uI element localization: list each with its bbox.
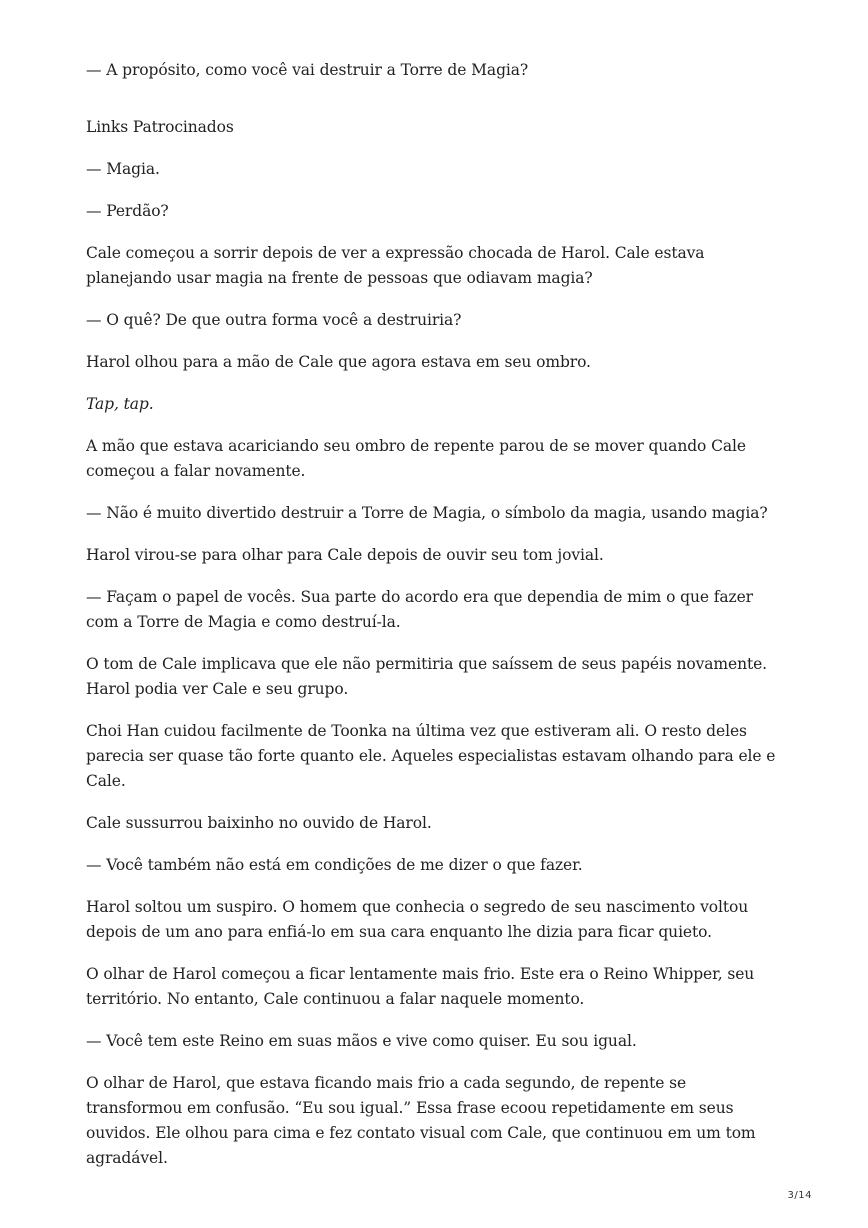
paragraph: — Perdão?: [86, 202, 169, 220]
paragraph: — Não é muito divertido destruir a Torre de Magia, o símbolo da magia, usando magia?: [86, 504, 768, 522]
page-number: 3/14: [787, 1190, 812, 1201]
paragraph: Harol soltou um suspiro. O homem que conhecia o segredo de seu nascimento voltou depois de um ano para enfiá-lo em sua cara enquanto lhe dizia para ficar quieto.: [86, 898, 749, 941]
paragraph: Harol virou-se para olhar para Cale depois de ouvir seu tom jovial.: [86, 546, 604, 564]
paragraph: — Você tem este Reino em suas mãos e vive como quiser. Eu sou igual.: [86, 1032, 637, 1050]
paragraph: O olhar de Harol começou a ficar lentamente mais frio. Este era o Reino Whipper, seu território. No entanto, Cale continuou a falar naquele momento.: [86, 965, 755, 1008]
paragraph: — O quê? De que outra forma você a destruiria?: [86, 311, 462, 329]
paragraph-italic: Tap, tap.: [86, 395, 154, 413]
paragraph: O olhar de Harol, que estava ficando mais frio a cada segundo, de repente se transformou em confusão. “Eu sou igual.” Essa frase ecoou repetidamente em seus ouvidos. Ele olhou para cima e fez contato visual com Cale, que continuou em um tom agradável.: [86, 1074, 756, 1167]
document-body: [86, 58, 786, 1188]
paragraph: A mão que estava acariciando seu ombro de repente parou de se mover quando Cale começou a falar novamente.: [86, 437, 746, 480]
paragraph: — Façam o papel de vocês. Sua parte do acordo era que dependia de mim o que fazer com a Torre de Magia e como destruí-la.: [86, 588, 753, 631]
paragraph: Choi Han cuidou facilmente de Toonka na última vez que estiveram ali. O resto deles parecia ser quase tão forte quanto ele. Aqueles especialistas estavam olhando para ele e Cale.: [86, 722, 776, 790]
paragraph: Harol olhou para a mão de Cale que agora estava em seu ombro.: [86, 353, 591, 371]
paragraph: Cale sussurrou baixinho no ouvido de Harol.: [86, 814, 432, 832]
paragraph: O tom de Cale implicava que ele não permitiria que saíssem de seus papéis novamente. Harol podia ver Cale e seu grupo.: [86, 655, 768, 698]
paragraph: — Você também não está em condições de me dizer o que fazer.: [86, 856, 583, 874]
paragraph: Cale começou a sorrir depois de ver a expressão chocada de Harol. Cale estava planejando usar magia na frente de pessoas que odiavam magia?: [86, 244, 705, 287]
paragraph: — Magia.: [86, 160, 160, 178]
paragraph: — A propósito, como você vai destruir a Torre de Magia?: [86, 61, 529, 79]
sponsored-links-label: Links Patrocinados: [86, 118, 234, 136]
